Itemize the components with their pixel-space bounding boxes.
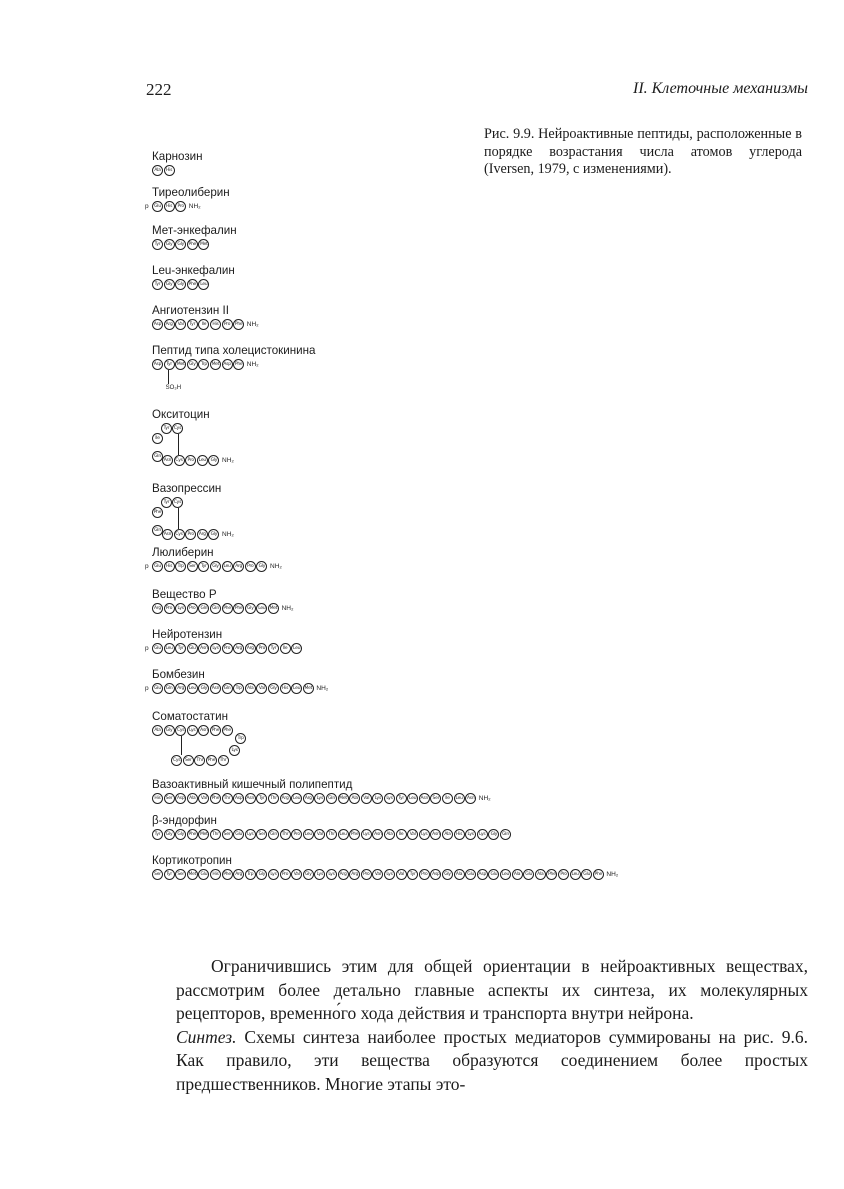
c-terminal-suffix: NH₂ <box>188 203 201 210</box>
residue: Asp <box>175 793 186 804</box>
residue: Tyr <box>161 497 172 508</box>
residue: Asn <box>198 643 209 654</box>
residue: Asp <box>222 359 233 370</box>
residue: Arg <box>338 869 349 880</box>
residue: Pro <box>280 869 291 880</box>
residue: Gln <box>500 829 511 840</box>
peptide-name: Соматостатин <box>152 710 228 723</box>
residue: Pro <box>222 643 233 654</box>
residue: Glu <box>152 561 163 572</box>
residue: Asp <box>430 869 441 880</box>
residue: Pro <box>164 603 175 614</box>
residue: Trp <box>245 869 256 880</box>
residue: Cys <box>171 755 182 766</box>
residue: Gln <box>268 829 279 840</box>
residue: Arg <box>233 869 244 880</box>
residue: Arg <box>245 643 256 654</box>
residue: Leu <box>500 869 511 880</box>
residue: Lys <box>384 793 395 804</box>
residue: Gln <box>210 603 221 614</box>
residue: Val <box>256 683 267 694</box>
residue: Tyr <box>396 793 407 804</box>
residue: His <box>280 683 291 694</box>
residue: Leu <box>570 869 581 880</box>
peptide-name: Вещество Р <box>152 588 217 601</box>
residue: Asn <box>210 683 221 694</box>
paragraph-text: Схемы синтеза наиболее простых медиаторов суммированы на рис. 9.6. Как правило, эти вещества образуются соединением более простых предшественников. Многие этапы это- <box>176 1026 808 1094</box>
residue: Arg <box>303 793 314 804</box>
residue: Pro <box>419 869 430 880</box>
residue: Gly <box>303 869 314 880</box>
c-terminal-suffix: NH₂ <box>478 795 491 802</box>
residue: Thr <box>210 829 221 840</box>
residue: Tyr <box>161 423 172 434</box>
residue: Gly <box>208 455 219 466</box>
figure-caption: Рис. 9.9. Нейроактивные пептиды, расположенные в порядке возрастания числа атомов углерода (Iversen, 1979, с изменениями). <box>484 126 802 177</box>
residue: His <box>210 319 221 330</box>
residue: Gly <box>198 683 209 694</box>
paragraph-text: Ограничившись этим для общей ориентации в нейроактивных веществах, рассмотрим более детально главные аспекты их синтеза, их молекулярных рецепторов, временно́го хода действия и транспорта внутри нейрона. <box>176 956 808 1024</box>
residue: Cys <box>172 497 183 508</box>
n-terminal-prefix: p <box>145 685 149 692</box>
residue: Met <box>268 603 279 614</box>
residue: Ser <box>430 793 441 804</box>
residue: Leu <box>303 829 314 840</box>
residue: Leu <box>291 643 302 654</box>
residue: Ala <box>512 869 523 880</box>
residue: Lys <box>268 869 279 880</box>
residue: Leu <box>407 793 418 804</box>
residue: Tyr <box>152 829 163 840</box>
peptide-name: β-эндорфин <box>152 814 217 827</box>
residue: Tyr <box>164 359 175 370</box>
residue: Gly <box>268 683 279 694</box>
residue: Arg <box>152 603 163 614</box>
residue: Leu <box>291 683 302 694</box>
residue: Tyr <box>256 793 267 804</box>
residue: Ile <box>198 319 209 330</box>
residue: Pro <box>175 201 186 212</box>
residue: Gln <box>164 683 175 694</box>
residue: Pro <box>558 869 569 880</box>
residue: His <box>164 561 175 572</box>
residue: Met <box>338 793 349 804</box>
residue: Tyr <box>198 561 209 572</box>
residue: Ile <box>152 433 163 444</box>
side-group: SO₃H <box>165 385 182 391</box>
residue: Gly <box>175 239 186 250</box>
residue: Glu <box>581 869 592 880</box>
residue: Cys <box>174 529 185 540</box>
residue: Ile <box>442 793 453 804</box>
residue: Glu <box>152 643 163 654</box>
residue: Ala <box>152 725 163 736</box>
residue: Phe <box>222 869 233 880</box>
residue: Phe <box>210 725 221 736</box>
residue: Phe <box>233 603 244 614</box>
residue: Thr <box>326 829 337 840</box>
residue: Lys <box>229 745 240 756</box>
residue: Gly <box>245 603 256 614</box>
peptide-name: Мет-энкефалин <box>152 224 237 237</box>
residue: Tyr <box>152 239 163 250</box>
residue: Arg <box>349 869 360 880</box>
residue: Gln <box>326 793 337 804</box>
c-terminal-suffix: NH₂ <box>606 871 619 878</box>
residue: Phe <box>187 239 198 250</box>
residue: Lys <box>372 793 383 804</box>
residue: Leu <box>164 643 175 654</box>
residue: Phe <box>210 793 221 804</box>
body-text <box>176 955 808 1097</box>
residue: Gly <box>442 869 453 880</box>
residue: Ala <box>245 683 256 694</box>
residue: Gly <box>164 829 175 840</box>
n-terminal-prefix: p <box>145 645 149 652</box>
residue: Trp <box>198 359 209 370</box>
page-number: 222 <box>146 80 172 99</box>
residue: Gly <box>164 239 175 250</box>
running-head: II. Клеточные механизмы <box>632 80 808 97</box>
residue: Gly <box>256 561 267 572</box>
residue: Met <box>175 359 186 370</box>
residue: Trp <box>175 561 186 572</box>
residue: Gly <box>175 829 186 840</box>
residue: Gln <box>152 451 163 462</box>
residue: Pro <box>187 603 198 614</box>
residue: Phe <box>187 829 198 840</box>
residue: Trp <box>233 683 244 694</box>
peptide-name: Leu-энкефалин <box>152 264 235 277</box>
residue: Gln <box>222 683 233 694</box>
residue: Tyr <box>164 869 175 880</box>
residue: Arg <box>233 561 244 572</box>
residue: Leu <box>197 455 208 466</box>
residue: Lys <box>210 643 221 654</box>
residue: Glu <box>465 869 476 880</box>
residue: Lys <box>314 793 325 804</box>
peptide-name: Нейротензин <box>152 628 223 641</box>
residue: Phe <box>349 829 360 840</box>
residue: Phe <box>206 755 217 766</box>
c-terminal-suffix: NH₂ <box>246 361 259 368</box>
residue: Lys <box>384 869 395 880</box>
residue: Pro <box>256 643 267 654</box>
residue: Ser <box>183 755 194 766</box>
residue: Leu <box>291 793 302 804</box>
disulfide-bond <box>178 434 179 455</box>
paragraph-lead: Синтез. <box>176 1026 237 1047</box>
residue: Gly <box>175 279 186 290</box>
residue: Val <box>198 793 209 804</box>
residue: Lys <box>187 725 198 736</box>
residue: Arg <box>280 793 291 804</box>
residue: Gly <box>256 869 267 880</box>
residue: Val <box>396 869 407 880</box>
residue: Ala <box>442 829 453 840</box>
residue: Glu <box>152 201 163 212</box>
disulfide-bond <box>178 508 179 529</box>
residue: Pro <box>185 529 196 540</box>
residue: Phe <box>233 359 244 370</box>
residue: Arg <box>164 319 175 330</box>
residue: Asn <box>372 829 383 840</box>
residue: Arg <box>233 643 244 654</box>
residue: His <box>164 201 175 212</box>
c-terminal-suffix: NH₂ <box>222 457 234 464</box>
residue: Met <box>198 239 209 250</box>
residue: Phe <box>222 725 233 736</box>
residue: Gln <box>198 603 209 614</box>
residue: Val <box>291 869 302 880</box>
residue: Ser <box>175 869 186 880</box>
peptide-name: Ангиотензин II <box>152 304 229 317</box>
peptide-name: Карнозин <box>152 150 203 163</box>
residue: Lys <box>326 869 337 880</box>
residue: Thr <box>218 755 229 766</box>
residue: Gly <box>488 829 499 840</box>
residue: Asn <box>430 829 441 840</box>
residue: Ser <box>164 793 175 804</box>
residue: Tyr <box>187 319 198 330</box>
residue: Arg <box>175 683 186 694</box>
residue: Cys <box>172 423 183 434</box>
c-terminal-suffix: NH₂ <box>316 685 329 692</box>
residue: Gly <box>164 725 175 736</box>
residue: Thr <box>222 793 233 804</box>
residue: Met <box>210 359 221 370</box>
residue: Asp <box>477 869 488 880</box>
residue: Ser <box>152 869 163 880</box>
residue: Leu <box>198 279 209 290</box>
residue: Gln <box>152 525 163 536</box>
residue: Val <box>407 829 418 840</box>
c-terminal-suffix: NH₂ <box>246 321 259 328</box>
residue: Ala <box>152 165 163 176</box>
residue: Lys <box>175 603 186 614</box>
c-terminal-suffix: NH₂ <box>222 531 234 538</box>
residue: Ser <box>222 829 233 840</box>
residue: Leu <box>338 829 349 840</box>
residue: Ile <box>396 829 407 840</box>
residue: Phe <box>152 507 163 518</box>
residue: Thr <box>280 829 291 840</box>
residue: Asn <box>162 529 173 540</box>
residue: Glu <box>152 683 163 694</box>
residue: Pro <box>245 561 256 572</box>
residue: Pro <box>361 869 372 880</box>
residue: Lys <box>245 829 256 840</box>
residue: Glu <box>523 869 534 880</box>
residue: Ser <box>256 829 267 840</box>
residue: Asn <box>465 793 476 804</box>
residue: Asn <box>162 455 173 466</box>
residue: Ser <box>187 561 198 572</box>
residue: Glu <box>488 869 499 880</box>
residue: Tyr <box>152 279 163 290</box>
residue: Pro <box>185 455 196 466</box>
disulfide-bond <box>181 736 182 755</box>
residue: His <box>210 869 221 880</box>
peptide-name: Тиреолиберин <box>152 186 230 199</box>
peptide-name: Люлиберин <box>152 546 214 559</box>
residue: Val <box>361 793 372 804</box>
residue: Asn <box>419 793 430 804</box>
peptide-name: Пептид типа холецистокинина <box>152 344 316 357</box>
residue: His <box>454 829 465 840</box>
residue: Met <box>303 683 314 694</box>
residue: Phe <box>546 869 557 880</box>
residue: Met <box>187 869 198 880</box>
residue: Val <box>372 869 383 880</box>
residue: His <box>152 793 163 804</box>
residue: Tyr <box>268 643 279 654</box>
residue: Lys <box>314 869 325 880</box>
residue: Gly <box>208 529 219 540</box>
residue: Glu <box>233 829 244 840</box>
peptide-name: Вазоактивный кишечный полипептид <box>152 778 353 791</box>
residue: Phe <box>233 319 244 330</box>
residue: Cys <box>174 455 185 466</box>
residue: Phe <box>222 603 233 614</box>
residue: Leu <box>256 603 267 614</box>
residue: Asn <box>198 725 209 736</box>
residue: His <box>164 165 175 176</box>
residue: Glu <box>187 643 198 654</box>
residue: Tyr <box>175 643 186 654</box>
peptide-name: Вазопрессин <box>152 482 222 495</box>
residue: Asp <box>152 359 163 370</box>
residue: Cys <box>175 725 186 736</box>
paragraph <box>176 955 808 1026</box>
residue: Ala <box>187 793 198 804</box>
residue: Phe <box>593 869 604 880</box>
residue: Ala <box>454 869 465 880</box>
residue: Lys <box>361 829 372 840</box>
residue: Asn <box>245 793 256 804</box>
residue: Tyr <box>407 869 418 880</box>
residue: Ile <box>280 643 291 654</box>
c-terminal-suffix: NH₂ <box>281 605 294 612</box>
residue: Lys <box>419 829 430 840</box>
residue: Leu <box>187 683 198 694</box>
residue: Val <box>175 319 186 330</box>
residue: Trp <box>235 733 246 744</box>
residue: Gly <box>164 279 175 290</box>
residue: Arg <box>197 529 208 540</box>
c-terminal-suffix: NH₂ <box>270 563 282 570</box>
paragraph <box>176 1026 808 1097</box>
residue: Met <box>198 829 209 840</box>
residue: Gly <box>187 359 198 370</box>
residue: Pro <box>222 319 233 330</box>
residue: Asp <box>233 793 244 804</box>
residue: Ala <box>384 829 395 840</box>
residue: Lys <box>465 829 476 840</box>
peptide-name: Бомбезин <box>152 668 205 681</box>
residue: Ala <box>349 793 360 804</box>
residue: Phe <box>187 279 198 290</box>
peptide-name: Окситоцин <box>152 408 210 421</box>
residue: Pro <box>291 829 302 840</box>
residue: Asp <box>152 319 163 330</box>
residue: Glu <box>198 869 209 880</box>
n-terminal-prefix: p <box>145 203 149 210</box>
residue: Leu <box>222 561 233 572</box>
n-terminal-prefix: p <box>145 563 149 570</box>
residue: Lys <box>477 829 488 840</box>
residue: Thr <box>194 755 205 766</box>
residue: Ala <box>535 869 546 880</box>
disulfide-bond <box>168 370 169 384</box>
residue: Val <box>314 829 325 840</box>
residue: Leu <box>454 793 465 804</box>
residue: Thr <box>268 793 279 804</box>
peptide-name: Кортикотропин <box>152 854 232 867</box>
residue: Gly <box>210 561 221 572</box>
